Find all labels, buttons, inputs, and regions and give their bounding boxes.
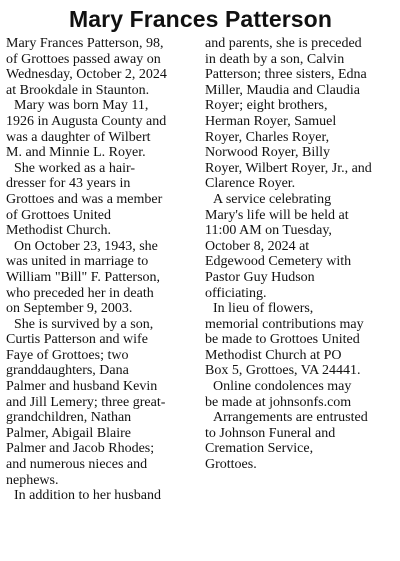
text-line: Patterson; three sisters, Edna — [205, 67, 367, 83]
text-line: 1926 in Augusta County and — [6, 113, 167, 129]
text-line: in death by a son, Calvin — [205, 51, 345, 67]
text-line: William "Bill" F. Patterson, — [6, 269, 161, 285]
text-line: Arrangements are entrusted — [213, 410, 368, 426]
text-line: who preceded her in death — [6, 285, 154, 301]
text-line: Miller, Maudia and Claudia — [205, 82, 360, 98]
text-line: Royer; eight brothers, — [205, 98, 328, 114]
paragraph — [205, 301, 395, 379]
paragraph — [205, 36, 395, 192]
text-line: and numerous nieces and — [6, 457, 148, 473]
text-line: of Grottoes passed away on — [6, 51, 161, 67]
obituary-title: Mary Frances Patterson — [69, 6, 332, 32]
text-line: Cremation Service, — [205, 441, 314, 457]
text-line: at Brookdale in Staunton. — [6, 82, 150, 98]
text-line: Herman Royer, Samuel — [205, 113, 337, 129]
text-line: Edgewood Cemetery with — [205, 254, 352, 270]
paragraph — [6, 161, 196, 239]
text-line: officiating. — [205, 285, 267, 301]
text-line: of Grottoes United — [6, 207, 111, 223]
text-line: memorial contributions may — [205, 316, 364, 332]
text-line: granddaughters, Dana — [6, 363, 129, 379]
text-line: was a daughter of Wilbert — [6, 129, 151, 145]
left-column — [6, 36, 196, 504]
text-line: Mary's life will be held at — [205, 207, 349, 223]
text-line: Methodist Church. — [6, 223, 111, 239]
text-line: Faye of Grottoes; two — [6, 347, 129, 363]
text-line: Methodist Church at PO — [205, 347, 342, 363]
text-line: grandchildren, Nathan — [6, 410, 132, 426]
text-line: Online condolences may — [213, 379, 352, 395]
paragraph — [205, 192, 395, 301]
text-line: to Johnson Funeral and — [205, 425, 336, 441]
text-line: dresser for 43 years in — [6, 176, 131, 192]
text-line: October 8, 2024 at — [205, 238, 310, 254]
text-line: Curtis Patterson and wife — [6, 332, 148, 348]
text-line: Palmer and husband Kevin — [6, 379, 158, 395]
text-line: She is survived by a son, — [14, 316, 154, 332]
text-line: 11:00 AM on Tuesday, — [205, 223, 332, 239]
right-column — [205, 36, 395, 504]
text-line: be made at johnsonfs.com — [205, 394, 352, 410]
text-line: A service celebrating — [213, 191, 332, 207]
text-line: Mary was born May 11, — [14, 98, 149, 114]
text-line: Palmer and Jacob Rhodes; — [6, 441, 155, 457]
text-line: On October 23, 1943, she — [14, 238, 158, 254]
text-line: Clarence Royer. — [205, 176, 296, 192]
text-line: In addition to her husband — [14, 488, 161, 504]
paragraph — [6, 98, 196, 160]
text-line: M. and Minnie L. Royer. — [6, 145, 146, 161]
text-line: Norwood Royer, Billy — [205, 145, 331, 161]
text-line: Wednesday, October 2, 2024 — [6, 67, 167, 83]
text-line: In lieu of flowers, — [213, 301, 314, 317]
text-line: Box 5, Grottoes, VA 24441. — [205, 363, 361, 379]
text-line: Grottoes and was a member — [6, 191, 163, 207]
text-line: She worked as a hair- — [14, 160, 136, 176]
text-line: and parents, she is preceded — [205, 36, 362, 51]
paragraph — [6, 317, 196, 489]
text-line: Mary Frances Patterson, 98, — [6, 36, 164, 51]
paragraph — [6, 488, 196, 504]
paragraph — [205, 410, 395, 472]
text-line: Royer, Wilbert Royer, Jr., and — [205, 160, 372, 176]
text-line: nephews. — [6, 472, 59, 488]
text-line: Grottoes. — [205, 457, 257, 473]
paragraph — [6, 239, 196, 317]
paragraph — [6, 36, 196, 98]
text-line: Pastor Guy Hudson — [205, 269, 315, 285]
text-line: was united in marriage to — [6, 254, 149, 270]
text-line: Palmer, Abigail Blaire — [6, 425, 132, 441]
text-line: be made to Grottoes United — [205, 332, 360, 348]
text-line: and Jill Lemery; three great- — [6, 394, 166, 410]
paragraph — [205, 379, 395, 410]
text-line: on September 9, 2003. — [6, 301, 133, 317]
obituary-body — [6, 36, 395, 504]
text-line: Royer, Charles Royer, — [205, 129, 330, 145]
